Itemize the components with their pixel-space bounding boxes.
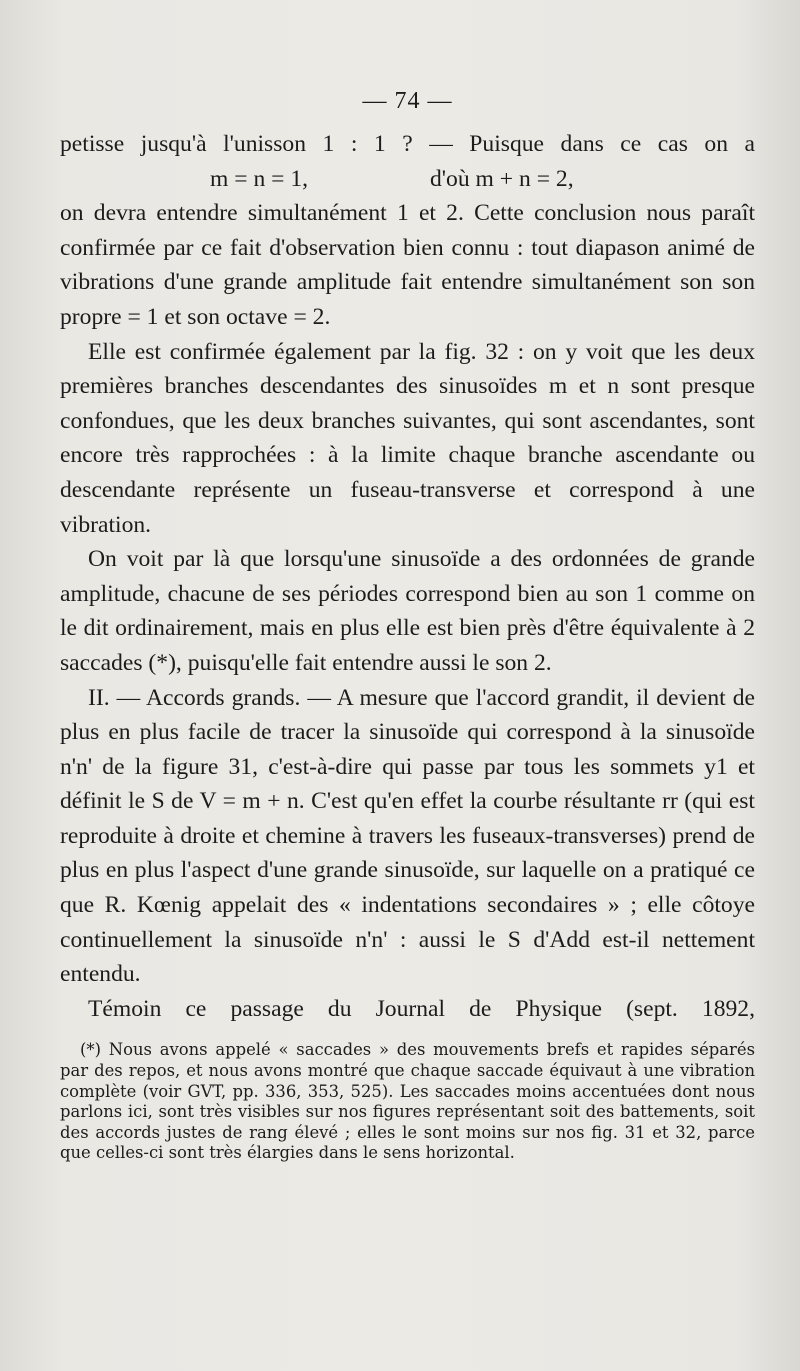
footnote-text: (*) Nous avons appelé « saccades » des mouvements brefs et rapides séparés par des repos, et nous avons montré que chaque saccade équivaut à une vibration complète (voir GVT, pp. 336, 353, 525). Les saccades moins accentuées dont nous parlons ici, sont très visibles sur nos figures représentant soit des battements, soit des accords justes de rang élevé ; elles le sont moins sur nos fig. 31 et 32, parce que celles-ci sont très élargies dans le sens horizontal. — [60, 1040, 755, 1163]
equation-sum: d'où m + n = 2, — [430, 165, 574, 192]
paragraph-temoin: Témoin ce passage du Journal de Physique (sept. 1892, — [88, 995, 755, 1022]
paragraph-accords-grands: II. — Accords grands. — A mesure que l'accord grandit, il devient de plus en plus facile de tracer la sinusoïde qui correspond à la sinusoïde n'n' de la figure 31, c'est-à-dire qui passe par tous les sommets y1 et définit le S de V = m + n. C'est qu'en effet la courbe résultante rr (qui est reproduite à droite et chemine à travers les fuseaux-transverses) prend de plus en plus l'aspect d'une grande sinusoïde, sur laquelle on a pratiqué ce que R. Kœnig appelait des « indentations secondaires » ; elle côtoye continuellement la sinusoïde n'n' : aussi le S d'Add est-il nettement entendu. — [60, 684, 755, 988]
page-content — [60, 88, 755, 1164]
paragraph-conclusion: on devra entendre simultanément 1 et 2. Cette conclusion nous paraît confirmée par ce fait d'observation bien connu : tout diapason animé de vibrations d'une grande amplitude fait entendre simultanément son son propre = 1 et son octave = 2. — [60, 200, 755, 330]
text-line-1: petisse jusqu'à l'unisson 1 : 1 ? — Puisque dans ce cas on a — [60, 131, 755, 157]
equation-line — [60, 162, 755, 197]
equation-m-n: m = n = 1, — [210, 165, 309, 192]
paragraph-fig-32: Elle est confirmée également par la fig. 32 : on y voit que les deux premières branches descendantes des sinusoïdes m et n sont presque confondues, que les deux branches suivantes, qui sont ascendantes, sont encore très rapprochées : à la limite chaque branche ascendante ou descendante représente un fuseau-transverse et correspond à une vibration. — [60, 338, 755, 538]
page-number: — 74 — — [362, 88, 453, 114]
footnote — [60, 1040, 755, 1164]
body-text — [60, 127, 755, 1026]
paragraph-sinusoide: On voit par là que lorsqu'une sinusoïde a des ordonnées de grande amplitude, chacune de ses périodes correspond bien au son 1 comme on le dit ordinairement, mais en plus elle est bien près d'être équivalente à 2 saccades (*), puisqu'elle fait entendre aussi le son 2. — [60, 546, 755, 676]
